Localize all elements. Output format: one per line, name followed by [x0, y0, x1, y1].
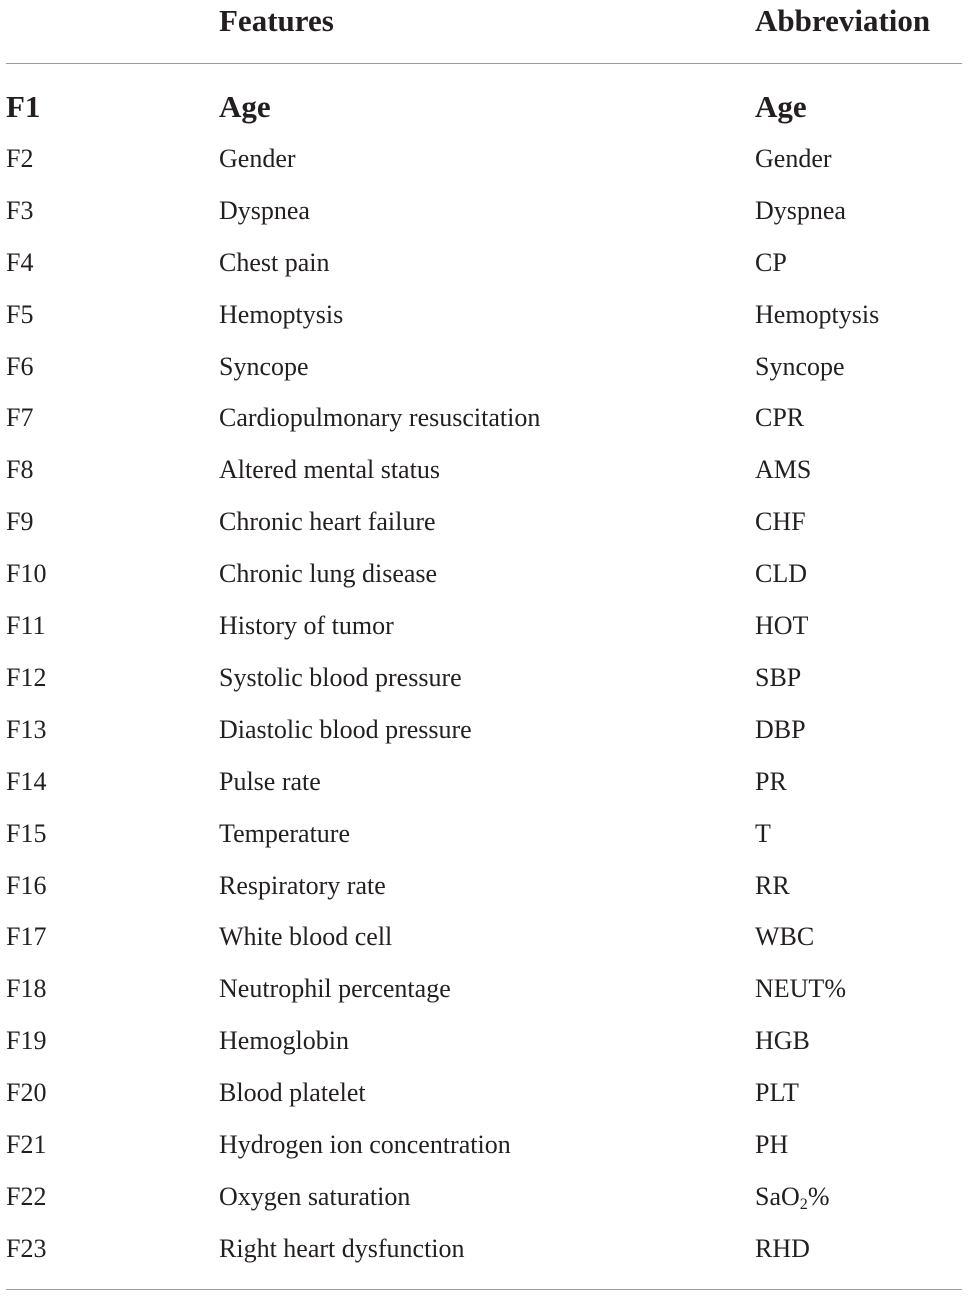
row-feature: Blood platelet — [219, 1078, 366, 1108]
row-feature: Cardiopulmonary resuscitation — [219, 403, 541, 433]
table-row — [0, 860, 968, 912]
row-id: F1 — [6, 89, 41, 124]
row-abbreviation: CHF — [755, 507, 806, 537]
row-id: F11 — [6, 611, 46, 640]
row-abbreviation: SaO$_2$% — [755, 1181, 830, 1213]
table-row — [0, 548, 968, 600]
row-feature: Temperature — [219, 818, 350, 848]
row-id: F12 — [6, 662, 47, 692]
table-row — [0, 756, 968, 808]
table-row — [0, 1171, 968, 1223]
table-row — [0, 444, 968, 496]
row-id: F5 — [6, 299, 34, 329]
row-id: F3 — [6, 195, 34, 225]
row-feature: Pulse rate — [219, 766, 321, 796]
row-feature: Systolic blood pressure — [219, 662, 462, 692]
row-abbreviation: Hemoptysis — [755, 299, 880, 329]
row-id: F18 — [6, 974, 47, 1004]
row-feature: Syncope — [219, 351, 309, 381]
table-row — [0, 1067, 968, 1119]
table-row — [0, 341, 968, 393]
table-row — [0, 392, 968, 444]
table-row — [0, 1119, 968, 1171]
row-id: F14 — [6, 766, 47, 796]
header-abbreviation: Abbreviation — [755, 3, 931, 38]
row-abbreviation: Gender — [755, 143, 832, 173]
row-feature: Hemoptysis — [219, 299, 344, 329]
table-header — [0, 0, 968, 44]
table-row — [0, 704, 968, 756]
row-abbreviation: CPR — [755, 403, 805, 433]
row-feature: Diastolic blood pressure — [219, 714, 472, 744]
row-id: F19 — [6, 1026, 47, 1056]
table-row — [0, 600, 968, 652]
row-abbreviation: Syncope — [755, 351, 845, 381]
row-abbreviation: T — [755, 818, 771, 848]
row-id: F8 — [6, 455, 34, 485]
row-feature: Chronic heart failure — [219, 507, 436, 537]
row-abbreviation: Dyspnea — [755, 195, 846, 225]
row-feature: Chronic lung disease — [219, 559, 438, 589]
row-id: F10 — [6, 559, 47, 589]
row-abbreviation: HOT — [755, 611, 809, 640]
table-row — [0, 911, 968, 963]
row-id: F6 — [6, 351, 34, 381]
row-feature: Gender — [219, 143, 296, 173]
table-row — [0, 652, 968, 704]
row-abbreviation: RR — [755, 870, 790, 900]
row-id: F15 — [6, 818, 47, 848]
table-row — [0, 1015, 968, 1067]
row-abbreviation: CLD — [755, 559, 807, 589]
row-feature: Dyspnea — [219, 195, 310, 225]
row-id: F7 — [6, 403, 34, 433]
table-row — [0, 963, 968, 1015]
row-id: F13 — [6, 714, 47, 744]
row-feature: Oxygen saturation — [219, 1181, 411, 1211]
row-id: F2 — [6, 143, 34, 173]
row-abbreviation: NEUT% — [755, 974, 846, 1004]
row-abbreviation: DBP — [755, 714, 806, 744]
table-row — [0, 1223, 968, 1275]
row-feature: White blood cell — [219, 922, 393, 952]
row-abbreviation: PLT — [755, 1078, 799, 1108]
row-id: F22 — [6, 1181, 47, 1211]
header-features: Features — [219, 3, 334, 38]
table-row — [0, 133, 968, 185]
row-feature: History of tumor — [219, 611, 394, 640]
table-row — [0, 289, 968, 341]
row-abbreviation: PR — [755, 766, 787, 796]
row-feature: Hemoglobin — [219, 1026, 349, 1056]
row-abbreviation: AMS — [755, 455, 812, 485]
header-divider — [6, 63, 962, 64]
table-row — [0, 237, 968, 289]
row-abbreviation: PH — [755, 1130, 789, 1159]
row-abbreviation: SBP — [755, 662, 802, 692]
row-feature: Neutrophil percentage — [219, 974, 451, 1004]
row-feature: Respiratory rate — [219, 870, 386, 900]
table-row — [0, 81, 968, 133]
row-feature: Age — [219, 89, 271, 124]
row-id: F16 — [6, 870, 47, 900]
bottom-divider — [6, 1289, 962, 1290]
row-feature: Hydrogen ion concentration — [219, 1130, 511, 1159]
row-id: F9 — [6, 507, 34, 537]
row-abbreviation: RHD — [755, 1233, 810, 1263]
row-id: F17 — [6, 922, 47, 952]
table-row — [0, 496, 968, 548]
row-abbreviation: Age — [755, 89, 807, 124]
row-feature: Chest pain — [219, 247, 330, 277]
row-abbreviation: WBC — [755, 922, 815, 952]
row-id: F21 — [6, 1130, 47, 1159]
table-row — [0, 185, 968, 237]
row-feature: Altered mental status — [219, 455, 440, 485]
row-abbreviation: HGB — [755, 1026, 810, 1056]
row-abbreviation: CP — [755, 247, 787, 277]
row-id: F4 — [6, 247, 34, 277]
row-id: F23 — [6, 1233, 47, 1263]
row-id: F20 — [6, 1078, 47, 1108]
table-row — [0, 808, 968, 860]
row-feature: Right heart dysfunction — [219, 1233, 465, 1263]
